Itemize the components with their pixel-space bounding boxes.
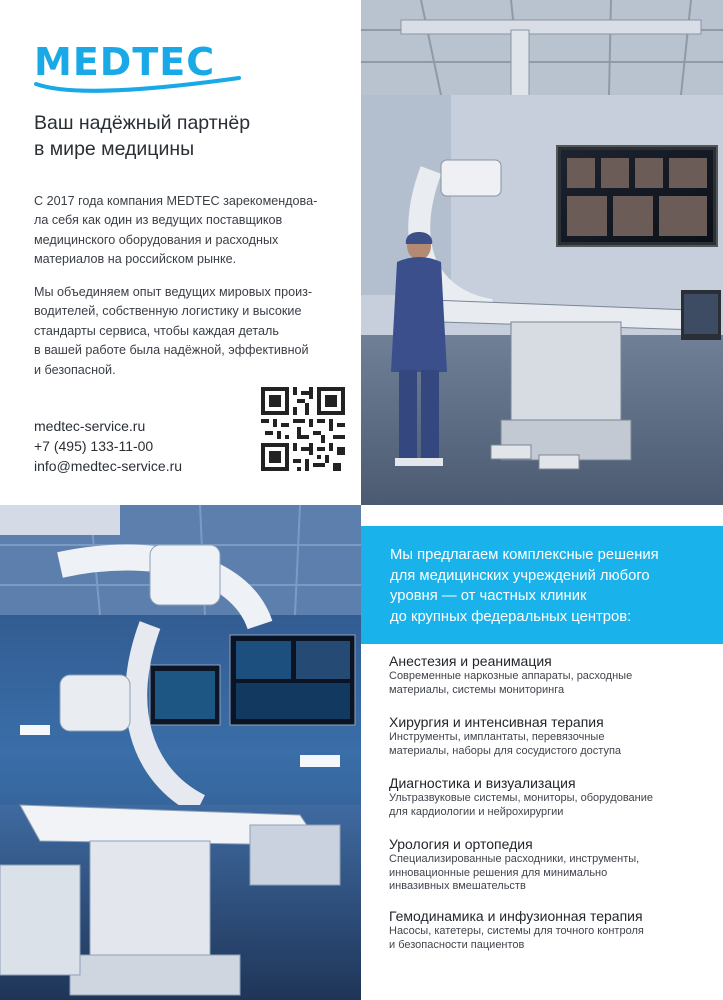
qr-code-icon[interactable] — [261, 387, 345, 471]
service-item — [389, 835, 709, 907]
intro-panel — [0, 0, 361, 505]
phone-link[interactable]: +7 (495) 133-11-00 — [34, 438, 154, 454]
service-title: Урология и ортопедия — [389, 836, 533, 852]
headline: Ваш надёжный партнёр в мире медицины — [34, 112, 251, 160]
service-title: Гемодинамика и инфузионная терапия — [389, 908, 643, 924]
website-link[interactable]: medtec-service.ru — [34, 418, 146, 434]
service-title: Диагностика и визуализация — [389, 775, 576, 791]
offer-banner-text: Мы предлагаем комплексные решения для медицинских учреждений любого уровня — от частных клиник до крупных федеральных центров: — [390, 547, 659, 625]
logo-text: MEDTEC — [34, 40, 216, 84]
contacts — [34, 416, 182, 476]
service-item — [389, 652, 709, 713]
service-title: Хирургия и интенсивная терапия — [389, 714, 604, 730]
service-item — [389, 713, 709, 774]
service-item — [389, 774, 709, 835]
medtec-logo — [34, 38, 244, 96]
service-description: Специализированные расходники, инструменты, инновационные решения для минимально инвазивных вмешательств — [389, 853, 640, 893]
email-link[interactable]: info@medtec-service.ru — [34, 458, 183, 474]
service-description: Современные наркозные аппараты, расходные материалы, системы мониторинга — [389, 670, 633, 696]
service-description: Ультразвуковые системы, мониторы, оборудование для кардиологии и нейрохирургии — [389, 792, 654, 818]
photo-hybrid-room — [0, 505, 361, 1000]
logo-swoosh-icon — [34, 74, 244, 96]
offer-banner — [361, 526, 723, 644]
intro-paragraph-1: С 2017 года компания MEDTEC зарекомендова- ла себя как один из ведущих поставщиков медицинского оборудования и расходных материалов на российском рынке. — [34, 194, 318, 267]
photo-operating-room — [361, 0, 723, 505]
service-item — [389, 907, 709, 968]
service-description: Инструменты, имплантаты, перевязочные материалы, наборы для сосудистого доступа — [389, 731, 622, 757]
intro-paragraph-2: Мы объединяем опыт ведущих мировых произ- водителей, собственную логистику и высокие стандарты сервиса, чтобы каждая деталь в вашей работе была надёжной, эффективной и безопасной. — [34, 285, 313, 377]
service-title: Анестезия и реанимация — [389, 653, 552, 669]
services-list — [389, 652, 709, 968]
service-description: Насосы, катетеры, системы для точного контроля и безопасности пациентов — [389, 925, 644, 951]
